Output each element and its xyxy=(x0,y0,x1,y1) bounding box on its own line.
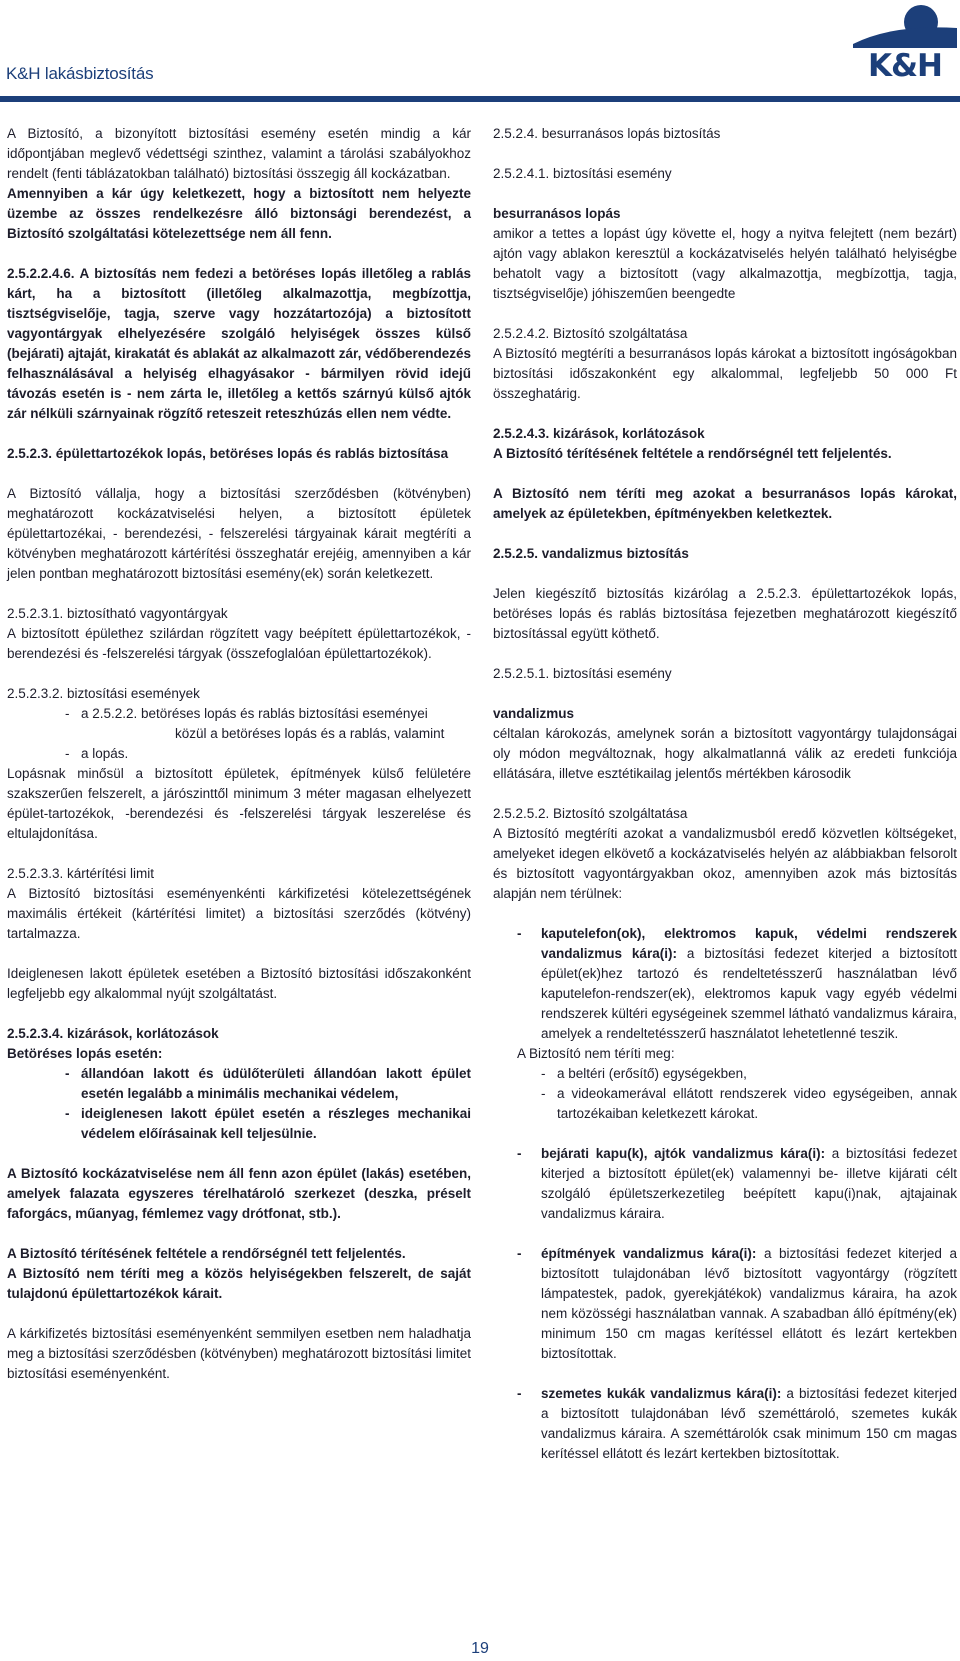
subsection-heading: 2.5.2.3.2. biztosítási események xyxy=(7,686,200,701)
subsection-heading: 2.5.2.4.1. biztosítási esemény xyxy=(493,166,672,181)
subsection-heading: 2.5.2.3.1. biztosítható vagyontárgyak xyxy=(7,606,228,621)
paragraph: A Biztosító megtéríti a besurranásos lopás károkat a biztosított ingóságokban biztosítási időszakonként egy alkalommal, legfeljebb 50 000 Ft összeghatárig. xyxy=(493,346,957,401)
list-item xyxy=(65,704,471,744)
coverage-item: - építmények vandalizmus kára(i): a biztosítási fedezet kiterjed a biztosított tulajdonában lévő biztosított vagyontárgy (rögzített lámpatestek, padok, gyerekjátékok) vandalizmus káraira, ha azok nem közösségi használatban vannak. A szabadban álló építmény(ek) minimum 150 cm magas kerítéssel ellátott és lezárt kertekben biztosítottak. xyxy=(517,1246,957,1361)
paragraph: amikor a tettes a lopást úgy követte el, hogy a nyitva felejtett (nem bezárt) ajtón vagy ablakon keresztül a kockázatviselés helyén található helyiségbe behatolt vagy a biztosított (vagy alkalmazottja, megbízottja, tagja, tisztségviselője) jóhiszeműen beengedte xyxy=(493,226,957,301)
burglary-heading: Betöréses lopás esetén: xyxy=(7,1046,163,1061)
coverage-item-text: a biztosítási fedezet kiterjed a biztosított tulajdonában lévő biztosított vagyontárgy (rögzített lámpatestek, padok, gyerekjátékok) vandalizmus káraira, ha azok nem közösségi használatban vannak. A szabadban álló építmény(ek) minimum 150 cm magas kerítéssel ellátott és lezárt kertekben biztosítottak. xyxy=(541,1246,957,1361)
subsection-heading: 2.5.2.5.2. Biztosító szolgáltatása xyxy=(493,806,688,821)
list-item: - a lopás. xyxy=(65,744,471,764)
paragraph: A Biztosító vállalja, hogy a biztosítási szerződésben (kötvényben) meghatározott kockázatviselési helyen, a biztosított épületek épülettartozékai, - berendezési, - felszerelési tárgyainak kárait megtéríti a kötvényben meghatározott kártérítési összeghatár erejéig, amennyiben a kár jelen pontban meghatározott biztosítási esemény(ek) során keletkezett. xyxy=(7,486,471,581)
paragraph-bold: A Biztosító térítésének feltétele a rendőrségnél tett feljelentés. xyxy=(493,446,892,461)
list-item-continuation: közül a betöréses lopás és a rablás, valamint xyxy=(175,726,445,741)
paragraph: A kárkifizetés biztosítási eseményenként semmilyen esetben nem haladhatja meg a biztosítási szerződésben (kötvényben) meghatározott biztosítási limitet biztosítási eseményenként. xyxy=(7,1326,471,1381)
paragraph: A Biztosító biztosítási eseményenkénti kárkifizetési kötelezettségének maximális értékeit (kártérítési limitet) a biztosítási szerződés (kötvény) tartalmazza. xyxy=(7,886,471,941)
paragraph-bold: A Biztosító kockázatviselése nem áll fenn azon épület (lakás) esetében, amelyek falazata egyszeres térelhatároló szerkezet (deszka, préselt faforgács, műanyag, fémlemez vagy drótfonat, stb.). xyxy=(7,1166,471,1221)
section-heading: 2.5.2.3. épülettartozékok lopás, betöréses lopás és rablás biztosítása xyxy=(7,446,449,461)
right-column xyxy=(493,124,957,1464)
header-rule xyxy=(0,96,960,102)
section-heading: 2.5.2.4. besurranásos lopás biztosítás xyxy=(493,126,721,141)
page-number: 19 xyxy=(471,1640,489,1657)
paragraph-bold: A Biztosító nem téríti meg azokat a besurranásos lopás károkat, amelyek az épületekben, építményekben keletkeztek. xyxy=(493,486,957,521)
paragraph: céltalan károkozás, amelynek során a biztosított vagyontárgy tulajdonságai oly módon megváltoznak, hogy alkalmatlanná válik az eredeti funkciója ellátására, illetve esztétikailag jelentős mértékben károsodik xyxy=(493,726,957,781)
paragraph-bold: A Biztosító nem téríti meg a közös helyiségekben felszerelt, de saját tulajdonú épülettartozékok kárait. xyxy=(7,1266,471,1301)
section-heading: 2.5.2.5. vandalizmus biztosítás xyxy=(493,546,689,561)
coverage-item-text: a biztosítási fedezet kiterjed a biztosított tulajdonában lévő szeméttároló, szemetes kukák vandalizmus káraira. A szeméttárolók csak minimum 150 cm magas kerítéssel ellátott és lezárt kertekben biztosítottak. xyxy=(541,1386,957,1461)
list-item-text: a 2.5.2.2. betöréses lopás és rablás biztosítási eseményei xyxy=(81,706,428,721)
coverage-item-title: építmények vandalizmus kára(i): xyxy=(541,1246,757,1261)
subsection-heading: 2.5.2.5.1. biztosítási esemény xyxy=(493,666,672,681)
coverage-item-title: bejárati kapu(k), ajtók vandalizmus kára(i): xyxy=(541,1146,826,1161)
burglary-list xyxy=(7,1064,471,1144)
list-item: - állandóan lakott és üdülőterületi állandóan lakott épület esetén legalább a minimális mechanikai védelem, xyxy=(65,1064,471,1104)
term-heading: besurranásos lopás xyxy=(493,206,621,221)
list-item: - ideiglenesen lakott épület esetén a részleges mechanikai védelem előírásainak kell teljesülnie. xyxy=(65,1104,471,1144)
subsection-heading: 2.5.2.3.3. kártérítési limit xyxy=(7,866,155,881)
logo-text: K&H xyxy=(867,48,942,84)
not-covered-list xyxy=(493,1064,957,1124)
coverage-item-text: a biztosítási fedezet kiterjed a biztosított épület(ek)hez tartozó és rendeltetésszerű használatban lévő kaputelefon-rendszer(ek), elektromos kapuk vagy egyéb védelmi rendszerek kültéri egységeinek szemmel látható vandalizmus káraira, amelyek a rendeltetésszerű használatot lehetetlenné teszik. xyxy=(541,946,957,1041)
events-list xyxy=(7,704,471,764)
paragraph: A Biztosító megtéríti azokat a vandalizmusból eredő közvetlen költségeket, amelyeket idegen elkövető a kockázatviselés helyén az alábbiakban felsorolt és biztosított vagyontárgyakban okoz, amennyiben azok más biztosítás alapján nem térülnek: xyxy=(493,826,957,901)
coverage-item: - kaputelefon(ok), elektromos kapuk, védelmi rendszerek vandalizmus kára(i): a biztosítási fedezet kiterjed a biztosított épület(ek)hez tartozó és rendeltetésszerű használatban lévő kaputelefon-rendszer(ek), elektromos kapuk vagy egyéb védelmi rendszerek kültéri egységeinek szemmel látható vandalizmus káraira, amelyek a rendeltetésszerű használatot lehetetlenné teszik. xyxy=(517,926,957,1041)
term-heading: vandalizmus xyxy=(493,706,575,721)
paragraph-bold: Amennyiben a kár úgy keletkezett, hogy a biztosított nem helyezte üzembe az összes rendelkezésre álló biztonsági berendezést, a Biztosító szolgáltatási kötelezettsége nem áll fenn. xyxy=(7,186,471,241)
paragraph: Lopásnak minősül a biztosított épületek, építmények külső felületére szakszerűen felszerelt, a járószinttől minimum 3 méter magasan elhelyezett épület-tartozékok, -berendezési és -felszerelési tárgyak leszerelése és eltulajdonítása. xyxy=(7,766,471,841)
kh-logo xyxy=(853,2,957,84)
paragraph: Jelen kiegészítő biztosítás kizárólag a 2.5.2.3. épülettartozékok lopás, betöréses lopás és rablás biztosítása fejezetben meghatározott kiegészítő biztosítással együtt köthető. xyxy=(493,586,957,641)
coverage-item-text: a biztosítási fedezet kiterjed a biztosított épület(ek) valamennyi be- illetve kijárati célt szolgáló épületszerkezetileg beépített kapu(i)nak, ajtajainak vandalizmus káraira. xyxy=(541,1146,957,1221)
list-item: - a beltéri (erősítő) egységekben, xyxy=(541,1064,957,1084)
paragraph-exclusion: 2.5.2.2.4.6. A biztosítás nem fedezi a betöréses lopás illetőleg a rablás kárt, ha a biztosított (illetőleg alkalmazottja, megbízottja, tisztségviselője, tagja, szerve vagy hozzátartozója) a biztosított vagyontárgyak elhelyezésére szolgáló helyiségek összes külső (bejárati) ajtaját, kirakatát és ablakát az alkalmazott zár, védőberendezés felhasználásával a helyiség elhagyásakor - bármilyen rövid idejű távozás esetén is - nem zárta le, illetőleg a kettős szárnyú külső ajtók zár nélküli szárnyainak rögzítő reteszeit reteszhúzás ellen nem védte. xyxy=(7,266,471,421)
paragraph: A biztosított épülethez szilárdan rögzített vagy beépített épülettartozékok, -berendezési és -felszerelési tárgyak (összefoglalóan épülettartozékok). xyxy=(7,626,471,661)
list-item: - a videokamerával ellátott rendszerek video egységeiben, annak tartozékaiban keletkezett károkat. xyxy=(541,1084,957,1124)
subsection-heading: 2.5.2.3.4. kizárások, korlátozások xyxy=(7,1026,219,1041)
coverage-item: - bejárati kapu(k), ajtók vandalizmus kára(i): a biztosítási fedezet kiterjed a biztosított épület(ek) valamennyi be- illetve kijárati célt szolgáló épületszerkezetileg beépített kapu(i)nak, ajtajainak vandalizmus káraira. xyxy=(517,1146,957,1221)
left-column xyxy=(7,124,471,1404)
paragraph: A Biztosító, a bizonyított biztosítási esemény esetén mindig a kár időpontjában meglevő védettségi szinthez, valamint a tárolási szabályokhoz rendelt (fenti táblázatokban található) biztosítási összegig áll kockázatban. xyxy=(7,126,471,181)
paragraph-bold: A Biztosító térítésének feltétele a rendőrségnél tett feljelentés. xyxy=(7,1246,406,1261)
coverage-item-title: szemetes kukák vandalizmus kára(i): xyxy=(541,1386,782,1401)
subsection-heading: 2.5.2.4.3. kizárások, korlátozások xyxy=(493,426,705,441)
document-title: K&H lakásbiztosítás xyxy=(6,64,154,83)
subsection-heading: 2.5.2.4.2. Biztosító szolgáltatása xyxy=(493,326,688,341)
coverage-item: - szemetes kukák vandalizmus kára(i): a biztosítási fedezet kiterjed a biztosított tulajdonában lévő szeméttároló, szemetes kukák vandalizmus káraira. A szeméttárolók csak minimum 150 cm magas kerítéssel ellátott és lezárt kertekben biztosítottak. xyxy=(517,1386,957,1461)
coverage-item-title: kaputelefon(ok), elektromos kapuk, védelmi rendszerek vandalizmus kára(i): xyxy=(541,926,957,961)
not-covered-heading: A Biztosító nem téríti meg: xyxy=(517,1046,675,1061)
paragraph: Ideiglenesen lakott épületek esetében a Biztosító biztosítási időszakonként legfeljebb egy alkalommal nyújt szolgáltatást. xyxy=(7,966,471,1001)
